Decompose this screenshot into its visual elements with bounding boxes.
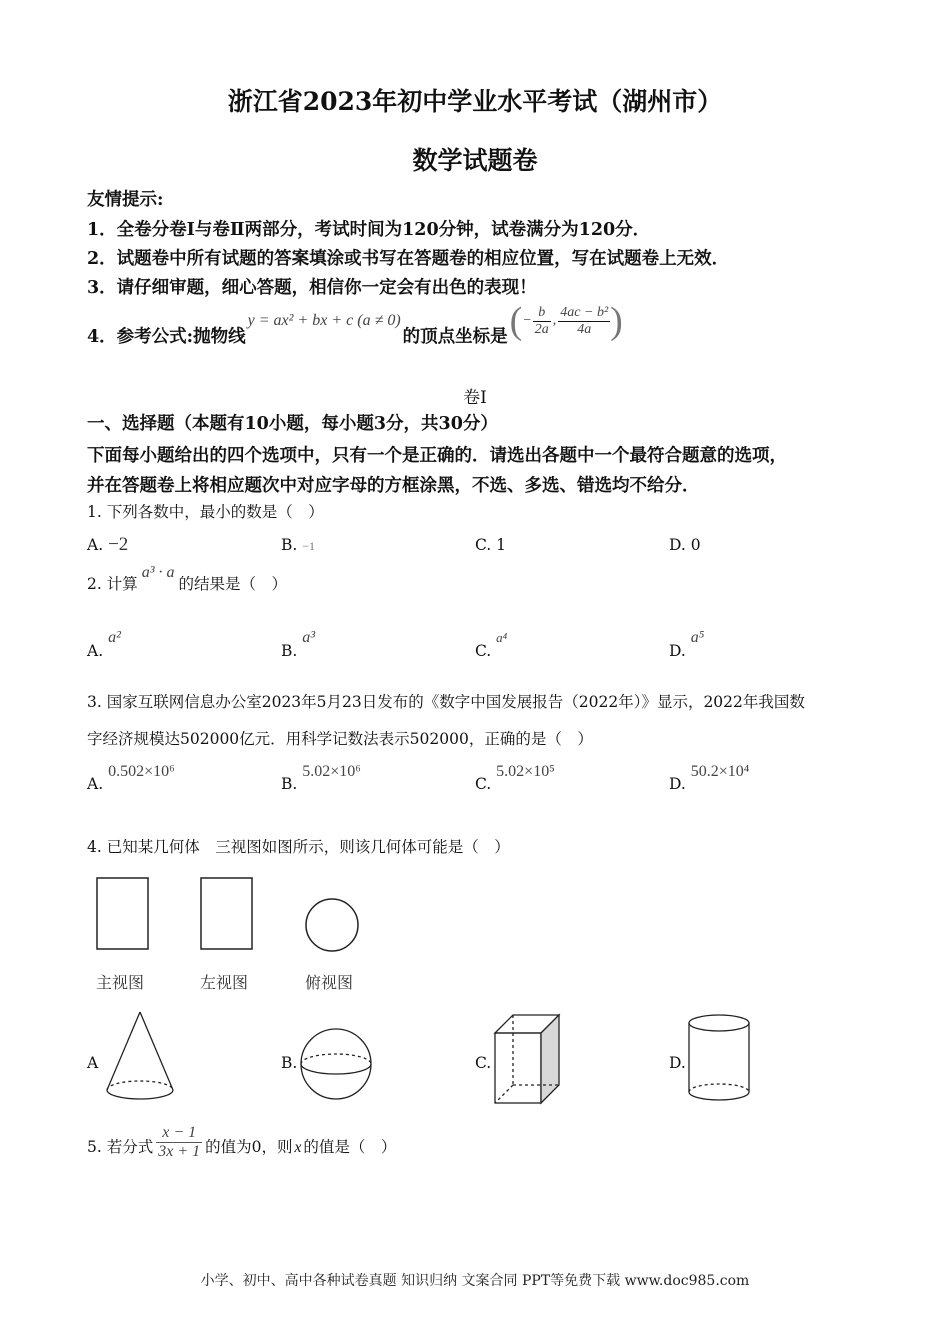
q2-expression: a³ · a	[141, 564, 175, 581]
q4-option-b[interactable]: B.	[281, 1054, 298, 1072]
page-footer: 小学、初中、高中各种试卷真题 知识归纳 文案合同 PPT等免费下载 www.doc985.com	[200, 1273, 750, 1289]
q3-option-b[interactable]: B. 5.02×10⁶	[281, 763, 361, 793]
q2-stem: 2. 计算 a³ · a 的结果是（ ）	[87, 564, 288, 593]
q5-stem: 5. 若分式 $\frac{x - 1}{3x + 1}$ 的值为0，则 x 的值是（ ）	[87, 1124, 397, 1160]
section-instructions-1: 下面每小题给出的四个选项中，只有一个是正确的．请选出各题中一个最符合题意的选项，	[87, 446, 787, 466]
tip-1: 1．全卷分卷Ⅰ与卷Ⅱ两部分，考试时间为120分钟，试卷满分为120分．	[87, 220, 651, 240]
section-heading: 一、选择题（本题有10小题，每小题3分，共30分）	[87, 414, 498, 434]
tip-2: 2．试题卷中所有试题的答案填涂或书写在答题卷的相应位置，写在试题卷上无效．	[87, 249, 730, 269]
volume-label: 卷Ⅰ	[463, 388, 487, 408]
side-view-rect	[201, 878, 252, 949]
q3-stem-line-1: 3. 国家互联网信息办公室2023年5月23日发布的《数字中国发展报告（2022年）》显示，2022年我国数	[87, 693, 805, 711]
q3-option-d[interactable]: D. 50.2×10⁴	[669, 763, 750, 793]
top-view-circle	[306, 899, 358, 951]
q2-option-c[interactable]: C. a⁴	[475, 630, 508, 660]
cone-figure	[107, 1012, 173, 1099]
q3-option-a[interactable]: A. 0.502×10⁶	[87, 763, 175, 793]
q1-option-b[interactable]: B. −1	[281, 536, 316, 554]
q4-stem: 4. 已知某几何体 三视图如图所示，则该几何体可能是（ ）	[87, 838, 510, 856]
q2-option-a[interactable]: A. a²	[87, 629, 121, 660]
q2-option-b[interactable]: B. a³	[281, 629, 316, 660]
side-view-label: 左视图	[200, 973, 249, 992]
q1-option-a[interactable]: A. −2	[87, 534, 129, 555]
page-subtitle: 数学试题卷	[412, 146, 538, 175]
q1-option-d[interactable]: D. 0	[669, 536, 701, 554]
q5-fraction: $\frac{x - 1}{3x + 1}$	[158, 1124, 201, 1160]
q4-option-c[interactable]: C.	[475, 1054, 492, 1072]
top-view-label: 俯视图	[305, 973, 354, 992]
section-instructions-2: 并在答题卷上将相应题次中对应字母的方框涂黑，不选、多选、错选均不给分．	[87, 476, 700, 496]
q4-option-d[interactable]: D.	[669, 1054, 686, 1072]
formula-mid: 的顶点坐标是	[402, 326, 508, 347]
front-view-rect	[97, 878, 148, 949]
tips-heading: 友情提示:	[87, 190, 164, 210]
vertex-y-fraction: $\frac{\text{4ac − b²}}{4a}$	[560, 304, 609, 337]
page-title: 浙江省2023年初中学业水平考试（湖州市）	[227, 87, 723, 116]
cylinder-figure	[689, 1015, 749, 1100]
sphere-figure	[301, 1029, 371, 1099]
q1-stem: 1. 下列各数中，最小的数是（ ）	[87, 503, 324, 521]
cuboid-figure	[495, 1015, 559, 1103]
parabola-expression: y = ax² + bx + c (a ≠ 0)	[247, 312, 401, 329]
q1-option-c[interactable]: C. 1	[475, 536, 507, 554]
q3-option-c[interactable]: C. 5.02×10⁵	[475, 763, 555, 793]
q2-option-d[interactable]: D. a⁵	[669, 629, 705, 660]
front-view-label: 主视图	[96, 973, 145, 992]
vertex-coordinate: ( − $\frac{b}{2a}$ , $\frac{\text{4ac − b²}}{4a}$ )	[509, 300, 623, 342]
q3-stem-line-2: 字经济规模达502000亿元．用科学记数法表示502000，正确的是（ ）	[87, 730, 593, 748]
vertex-x-fraction: $\frac{b}{2a}$	[534, 304, 549, 337]
formula-prefix: 4．参考公式:抛物线	[87, 326, 246, 347]
q4-option-a[interactable]: A	[87, 1054, 99, 1072]
tip-3: 3．请仔细审题，细心答题，相信你一定会有出色的表现！	[87, 278, 537, 298]
